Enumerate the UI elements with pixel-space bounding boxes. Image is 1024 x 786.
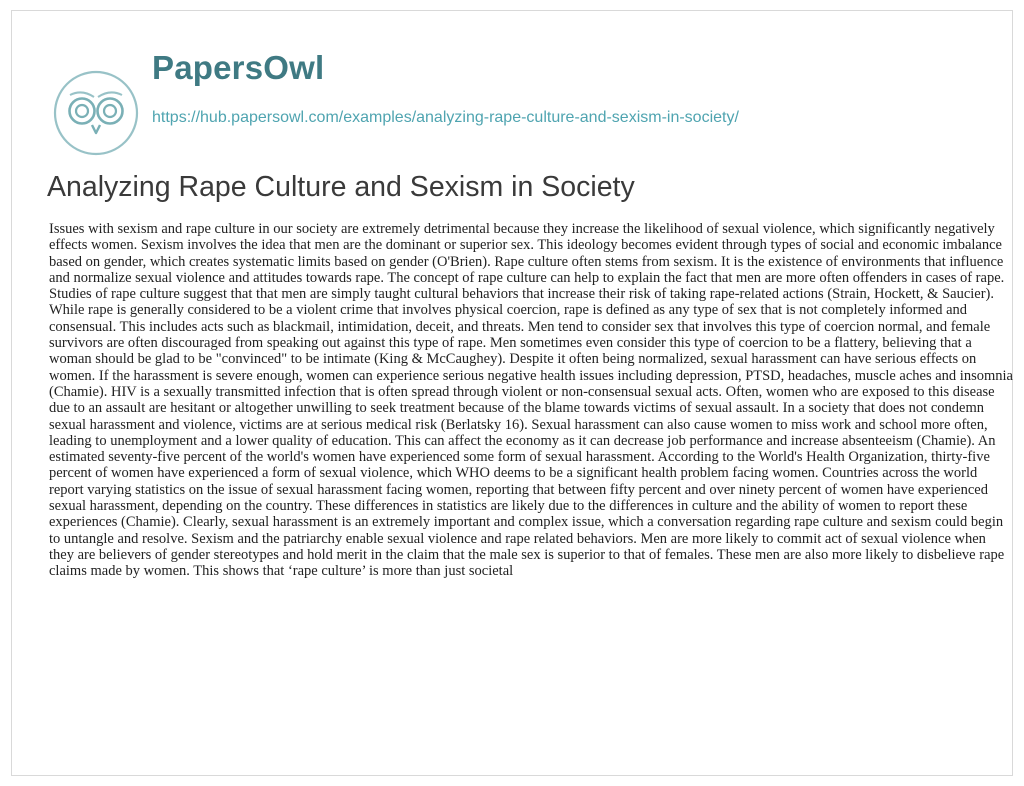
document-body: Issues with sexism and rape culture in our society are extremely detrimental because they increase the likelihood of sexual violence, which significantly negatively effects women. Sexism involves the idea that men are the dominant or superior sex. This ideology becomes evident through types of social and economic imbalance based on gender, which creates systematic limits based on gender (O'Brien). Rape culture often stems from sexism. It is the existence of environments that influence and normalize sexual violence and attitudes towards rape. The concept of rape culture can help to explain the fact that men are more often offenders in cases of rape. Studies of rape culture suggest that that men are simply taught cultural behaviors that increase their risk of taking rape-related actions (Strain, Hockett, & Saucier). While rape is generally considered to be a violent crime that involves physical coercion, rape is defined as any type of sex that is not completely informed and consensual. This includes acts such as blackmail, intimidation, deceit, and threats. Men tend to consider sex that involves this type of coercion normal, and female survivors are often discouraged from speaking out against this type of rape. Men sometimes even consider this type of coercion to be a flattery, believing that a woman should be glad to be "convinced" to be intimate (King & McCaughey). Despite it often being normalized, sexual harassment can have serious effects on women. If the harassment is severe enough, women can experience serious negative health issues including depression, PTSD, headaches, muscle aches and insomnia (Chamie). HIV is a sexually transmitted infection that is often spread through violent or non-consensual sexual acts. Often, women who are exposed to this disease due to an assault are hesitant or altogether unwilling to seek treatment because of the blame towards victims of sexual assault. In a society that does not condemn sexual harassment and violence, victims are at serious medical risk (Berlatsky 16). Sexual harassment can also cause women to miss work and school more often, leading to unemployment and a lower quality of education. This can affect the economy as it can decrease job performance and increase absenteeism (Chamie). An estimated seventy-five percent of the world's women have experienced some form of sexual harassment. According to the World's Health Organization, thirty-five percent of women have experienced a form of sexual violence, which WHO deems to be a significant health problem facing women. Countries across the world report varying statistics on the issue of sexual harassment facing women, reporting that between fifty percent and over ninety percent of women have experienced sexual harassment, depending on the country. These differences in statistics are likely due to the differences in culture and the ability of women to report these experiences (Chamie). Clearly, sexual harassment is an extremely important and complex issue, which a conversation regarding rape culture and sexism could begin to untangle and resolve. Sexism and the patriarchy enable sexual violence and rape related behaviors. Men are more likely to commit act of sexual violence when they are believers of gender stereotypes and hold merit in the claim that the male sex is superior to that of females. These men are also more likely to disbelieve rape claims made by women. This shows that ‘rape culture’ is more than just societal — [49, 221, 1013, 580]
brand-name: PapersOwl — [152, 49, 325, 86]
owl-logo-icon — [48, 65, 144, 161]
page-header — [12, 11, 1012, 161]
source-url-link[interactable]: https://hub.papersowl.com/examples/analyzing-rape-culture-and-sexism-in-society/ — [152, 109, 739, 126]
document-title: Analyzing Rape Culture and Sexism in Society — [47, 171, 635, 203]
document-page — [11, 10, 1013, 776]
